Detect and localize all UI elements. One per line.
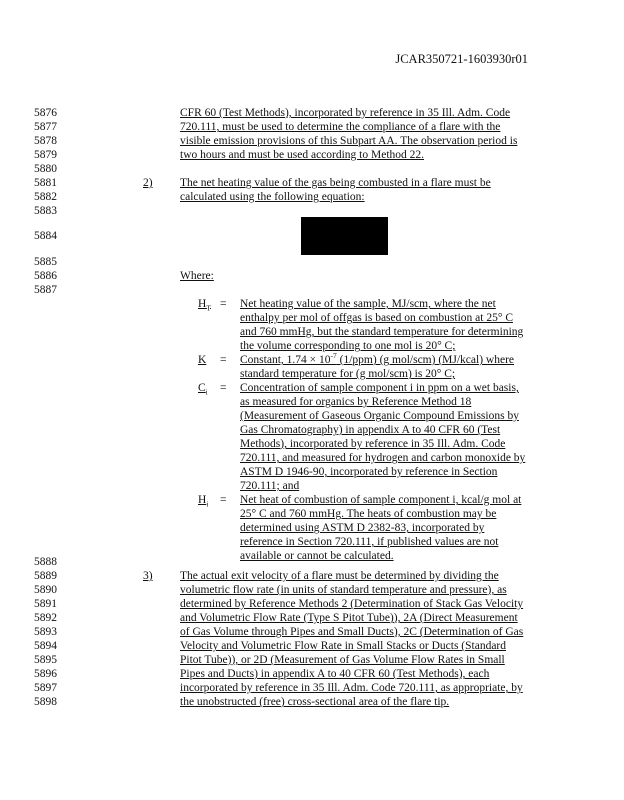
line-number: 5876 xyxy=(34,107,57,119)
line-number: 5884 xyxy=(34,230,57,242)
symbol-hi xyxy=(198,494,209,509)
where-label: Where: xyxy=(180,270,214,282)
text-line: standard temperature for (g mol/scm) is 20° C; xyxy=(240,368,456,380)
equation-image xyxy=(301,217,388,255)
line-number: 5878 xyxy=(34,135,57,147)
text-line: volumetric flow rate (in units of standard temperature and pressure), as xyxy=(180,584,507,596)
line-number: 5894 xyxy=(34,640,57,652)
line-number: 5893 xyxy=(34,626,57,638)
k-line-b: (1/ppm) (g mol/scm) (MJ/kcal) where xyxy=(336,354,515,366)
text-line: the unobstructed (free) cross-sectional area of the flare tip. xyxy=(180,696,450,708)
text-line: The actual exit velocity of a flare must be determined by dividing the xyxy=(180,570,499,582)
symbol-hi-main: H xyxy=(198,494,207,506)
text-line: The net heating value of the gas being combusted in a flare must be xyxy=(180,177,491,189)
line-number: 5892 xyxy=(34,612,57,624)
text-line: Net heating value of the sample, MJ/scm, where the net xyxy=(240,298,496,310)
k-line-a: Constant, 1.74 × 10 xyxy=(240,354,331,366)
text-line: Net heat of combustion of sample component i, kcal/g mol at xyxy=(240,494,522,506)
text-line: Pipes and Ducts) in appendix A to 40 CFR 60 (Test Methods), each xyxy=(180,668,490,680)
equals-sign: = xyxy=(220,354,227,366)
text-line: determined using ASTM D 2382-83, incorporated by xyxy=(240,522,485,534)
line-number: 5879 xyxy=(34,149,57,161)
text-line: calculated using the following equation: xyxy=(180,191,365,203)
text-line: enthalpy per mol of offgas is based on combustion at 25° C xyxy=(240,312,513,324)
line-number: 5885 xyxy=(34,256,57,268)
text-line: two hours and must be used according to Method 22. xyxy=(180,149,425,161)
line-number: 5895 xyxy=(34,654,57,666)
line-number: 5897 xyxy=(34,682,57,694)
text-line: and 760 mmHg, but the standard temperature for determining xyxy=(240,326,524,338)
text-line: Methods), incorporated by reference in 35 Ill. Adm. Code xyxy=(240,438,506,450)
line-number: 5887 xyxy=(34,284,57,296)
symbol-ht-sub: T xyxy=(206,303,211,313)
text-line: visible emission provisions of this Subpart AA. The observation period is xyxy=(180,135,518,147)
text-line: the volume corresponding to one mol is 20° C; xyxy=(240,340,456,352)
equals-sign: = xyxy=(220,494,227,506)
line-number: 5889 xyxy=(34,570,57,582)
text-line: (Measurement of Gaseous Organic Compound Emissions by xyxy=(240,410,519,422)
text-line: Concentration of sample component i in ppm on a wet basis, xyxy=(240,382,519,394)
line-number: 5882 xyxy=(34,191,57,203)
text-line: available or cannot be calculated. xyxy=(240,550,394,562)
text-line: 720.111, and measured for hydrogen and carbon monoxide by xyxy=(240,452,526,464)
line-number: 5890 xyxy=(34,584,57,596)
line-number: 5880 xyxy=(34,163,57,175)
text-line: CFR 60 (Test Methods), incorporated by reference in 35 Ill. Adm. Code xyxy=(180,107,511,119)
text-line: Pitot Tube)), or 2D (Measurement of Gas Volume Flow Rates in Small xyxy=(180,654,505,666)
text-line: 720.111; and xyxy=(240,480,300,492)
item-2-number: 2) xyxy=(143,177,153,189)
symbol-hi-sub: i xyxy=(206,499,209,509)
text-line: 25° C and 760 mmHg. The heats of combustion may be xyxy=(240,508,497,520)
text-line: ASTM D 1946-90, incorporated by reference in Section xyxy=(240,466,498,478)
symbol-ht xyxy=(198,298,211,313)
k-exponent: -7 xyxy=(330,351,337,361)
line-number: 5891 xyxy=(34,598,57,610)
item-3-number: 3) xyxy=(143,570,153,582)
text-line xyxy=(240,351,515,368)
symbol-ci xyxy=(198,382,208,397)
line-number: 5883 xyxy=(34,205,57,217)
text-line: as measured for organics by Reference Method 18 xyxy=(240,396,472,408)
text-line: Velocity and Volumetric Flow Rate in Small Stacks or Ducts (Standard xyxy=(180,640,507,652)
line-number: 5888 xyxy=(34,556,57,568)
line-number: 5877 xyxy=(34,121,57,133)
text-line: and Volumetric Flow Rate (Type S Pitot Tube)), 2A (Direct Measurement xyxy=(180,612,518,624)
text-line: of Gas Volume through Pipes and Small Ducts), 2C (Determination of Gas xyxy=(180,626,524,638)
text-line: reference in Section 720.111, if published values are not xyxy=(240,536,499,548)
equals-sign: = xyxy=(220,382,227,394)
line-number: 5886 xyxy=(34,270,57,282)
text-line: Gas Chromatography) in appendix A to 40 CFR 60 (Test xyxy=(240,424,501,436)
text-line: 720.111, must be used to determine the compliance of a flare with the xyxy=(180,121,501,133)
line-number: 5896 xyxy=(34,668,57,680)
symbol-k: K xyxy=(198,354,207,366)
symbol-ci-main: C xyxy=(198,382,206,394)
document-header-id: JCAR350721-1603930r01 xyxy=(395,52,528,66)
symbol-ci-sub: i xyxy=(205,387,208,397)
text-line: determined by Reference Methods 2 (Determination of Stack Gas Velocity xyxy=(180,598,524,610)
line-number: 5881 xyxy=(34,177,57,189)
equals-sign: = xyxy=(220,298,227,310)
symbol-ht-main: H xyxy=(198,298,207,310)
text-line: incorporated by reference in 35 Ill. Adm. Code 720.111, as appropriate, by xyxy=(180,682,523,694)
line-number: 5898 xyxy=(34,696,57,708)
